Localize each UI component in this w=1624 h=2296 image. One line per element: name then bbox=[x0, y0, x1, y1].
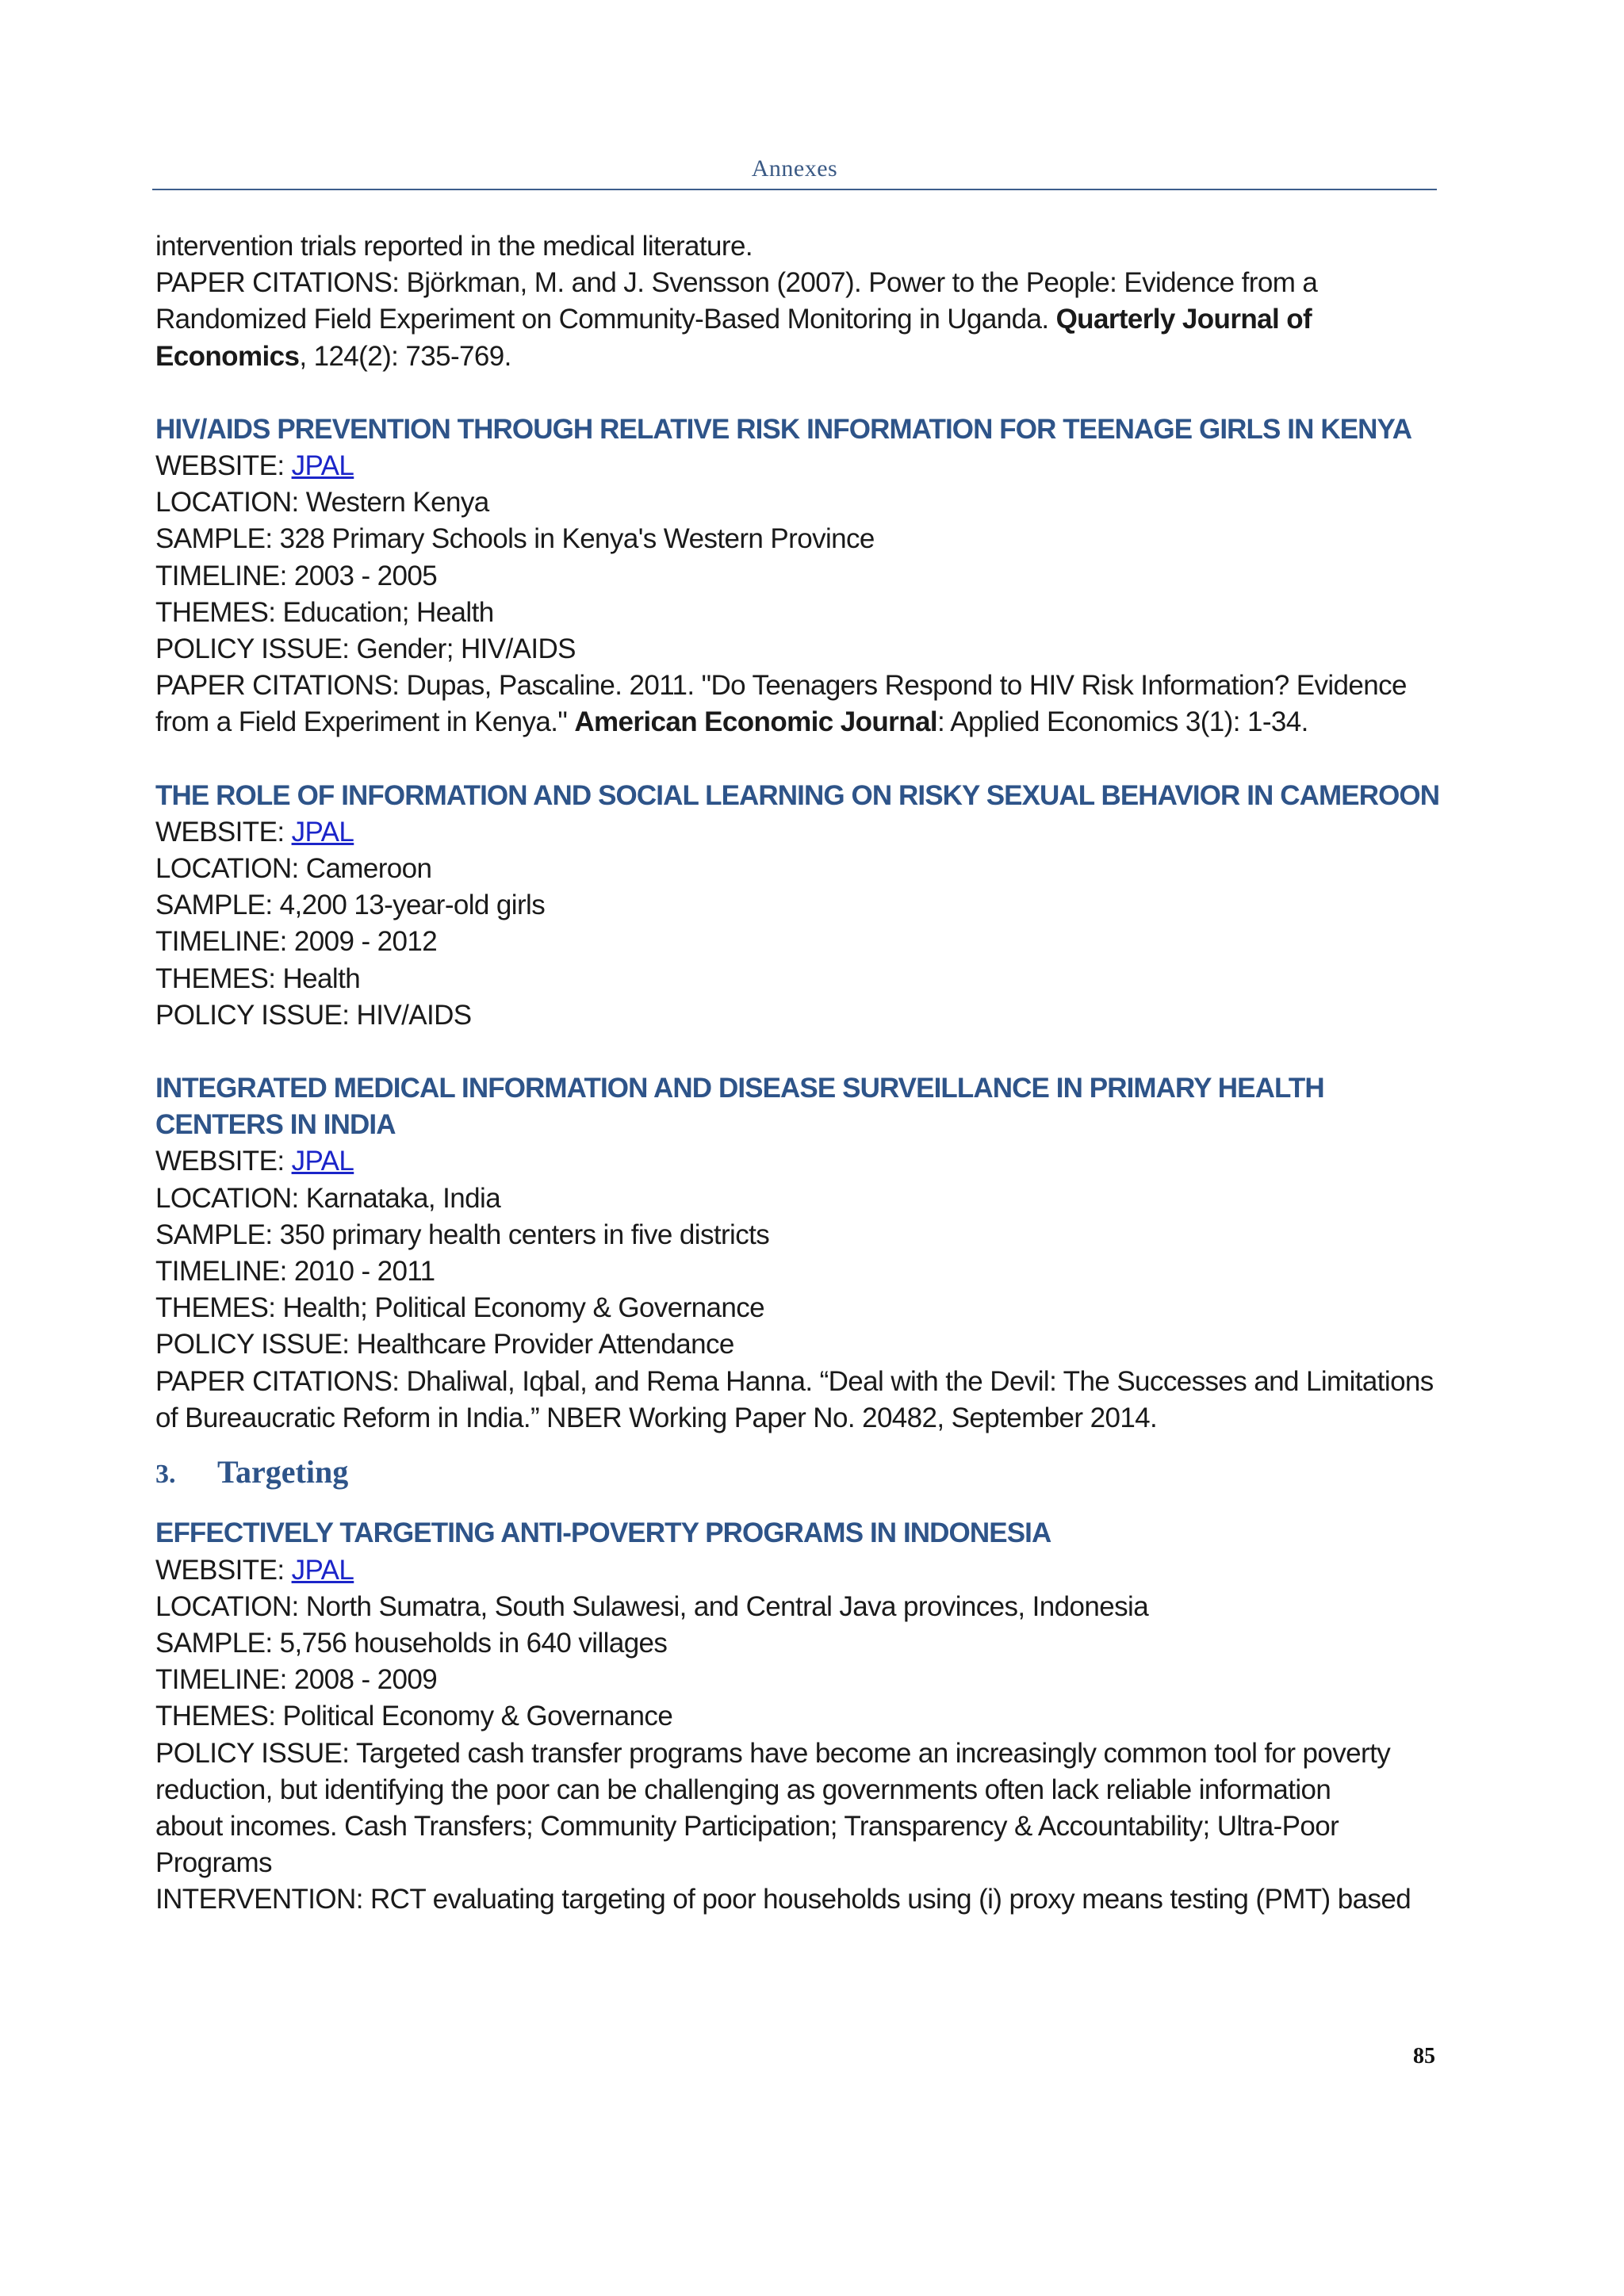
section-number: 3. bbox=[155, 1460, 176, 1490]
study-title: THE ROLE OF INFORMATION AND SOCIAL LEARNING ON RISKY SEXUAL BEHAVIOR IN CAMEROON bbox=[155, 779, 1440, 811]
location-line: LOCATION: North Sumatra, South Sulawesi, and Central Java provinces, Indonesia bbox=[155, 1590, 1149, 1622]
study-title: INTEGRATED MEDICAL INFORMATION AND DISEASE SURVEILLANCE IN PRIMARY HEALTH CENTERS IN INDIA bbox=[155, 1073, 1324, 1141]
location-line: LOCATION: Western Kenya bbox=[155, 487, 489, 519]
citation-line: PAPER CITATIONS: Dhaliwal, Iqbal, and Rema Hanna. “Deal with the Devil: The Successes and Limitations bbox=[155, 1365, 1434, 1397]
study-title: EFFECTIVELY TARGETING ANTI-POVERTY PROGRAMS IN INDONESIA bbox=[155, 1517, 1051, 1549]
website-label: WEBSITE: bbox=[155, 450, 292, 482]
website-label: WEBSITE: bbox=[155, 1146, 292, 1177]
continuation-citation-line: PAPER CITATIONS: Björkman, M. and J. Svensson (2007). Power to the People: Evidence from a bbox=[155, 267, 1318, 299]
section-heading bbox=[155, 1454, 1440, 1493]
page-number: 85 bbox=[1413, 2044, 1435, 2068]
policy-line: Programs bbox=[155, 1847, 272, 1879]
sample-line: SAMPLE: 350 primary health centers in five districts bbox=[155, 1219, 770, 1250]
study-entry bbox=[155, 1070, 1440, 1437]
journal-name: Quarterly Journal of bbox=[1055, 304, 1312, 335]
study-entry bbox=[155, 778, 1440, 1034]
website-link[interactable]: JPAL bbox=[291, 1554, 354, 1586]
section-title: Targeting bbox=[217, 1454, 349, 1490]
continuation-text: intervention trials reported in the medical literature. bbox=[155, 231, 753, 262]
journal-name: Economics bbox=[155, 340, 300, 372]
page-body bbox=[155, 228, 1440, 1919]
study-entry bbox=[155, 1515, 1440, 1918]
policy-line: POLICY ISSUE: Targeted cash transfer programs have become an increasingly common tool for poverty bbox=[155, 1737, 1391, 1769]
policy-line: reduction, but identifying the poor can be challenging as governments often lack reliable information bbox=[155, 1774, 1331, 1805]
study-entry bbox=[155, 411, 1440, 741]
continuation-citation-line: Randomized Field Experiment on Community-Based Monitoring in Uganda. Quarterly Journal of bbox=[155, 304, 1312, 335]
timeline-line: TIMELINE: 2010 - 2011 bbox=[155, 1256, 435, 1288]
website-link[interactable]: JPAL bbox=[291, 816, 354, 848]
timeline-line: TIMELINE: 2008 - 2009 bbox=[155, 1664, 438, 1696]
citation-line: from a Field Experiment in Kenya." American Economic Journal: Applied Economics 3(1): 1-34. bbox=[155, 706, 1308, 738]
policy-line: POLICY ISSUE: Gender; HIV/AIDS bbox=[155, 633, 576, 665]
citation-line: PAPER CITATIONS: Dupas, Pascaline. 2011. "Do Teenagers Respond to HIV Risk Information? Evidence bbox=[155, 670, 1407, 702]
themes-line: THEMES: Education; Health bbox=[155, 596, 494, 628]
website-label: WEBSITE: bbox=[155, 1554, 292, 1586]
study-title: HIV/AIDS PREVENTION THROUGH RELATIVE RISK INFORMATION FOR TEENAGE GIRLS IN KENYA bbox=[155, 413, 1412, 445]
sample-line: SAMPLE: 5,756 households in 640 villages bbox=[155, 1627, 668, 1659]
intervention-line: INTERVENTION: RCT evaluating targeting of poor households using (i) proxy means testing (PMT) based bbox=[155, 1884, 1411, 1915]
sample-line: SAMPLE: 328 Primary Schools in Kenya's Western Province bbox=[155, 523, 875, 555]
website-link[interactable]: JPAL bbox=[291, 450, 354, 482]
citation-line: of Bureaucratic Reform in India.” NBER Working Paper No. 20482, September 2014. bbox=[155, 1402, 1158, 1433]
location-line: LOCATION: Cameroon bbox=[155, 853, 432, 885]
themes-line: THEMES: Political Economy & Governance bbox=[155, 1701, 673, 1732]
policy-line: POLICY ISSUE: Healthcare Provider Attendance bbox=[155, 1329, 734, 1360]
website-label: WEBSITE: bbox=[155, 816, 292, 848]
themes-line: THEMES: Health; Political Economy & Governance bbox=[155, 1292, 765, 1324]
header-rule bbox=[152, 189, 1437, 190]
policy-line: about incomes. Cash Transfers; Community Participation; Transparency & Accountability; Ultra-Poor bbox=[155, 1810, 1339, 1842]
themes-line: THEMES: Health bbox=[155, 962, 361, 994]
timeline-line: TIMELINE: 2003 - 2005 bbox=[155, 560, 438, 591]
timeline-line: TIMELINE: 2009 - 2012 bbox=[155, 926, 438, 958]
policy-line: POLICY ISSUE: HIV/AIDS bbox=[155, 999, 472, 1031]
location-line: LOCATION: Karnataka, India bbox=[155, 1182, 501, 1214]
website-link[interactable]: JPAL bbox=[291, 1146, 354, 1177]
journal-name: American Economic Journal bbox=[574, 706, 937, 738]
sample-line: SAMPLE: 4,200 13-year-old girls bbox=[155, 890, 546, 921]
continuation-citation-line: Economics, 124(2): 735-769. bbox=[155, 340, 511, 372]
running-header: Annexes bbox=[751, 155, 838, 182]
